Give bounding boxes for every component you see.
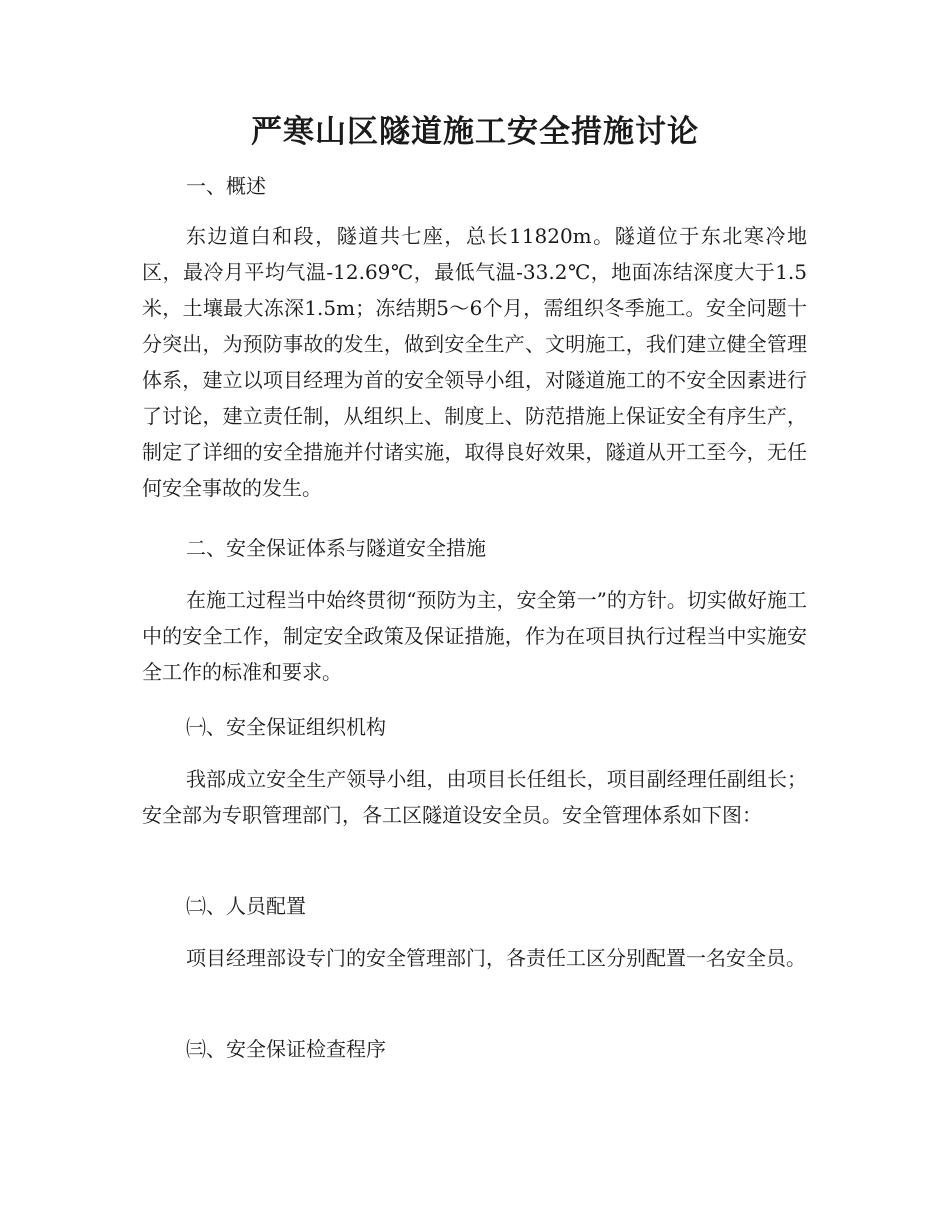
subsection-heading-inspection: ㈢、安全保证检查程序 <box>186 1037 386 1061</box>
paragraph-safety-policy: 在施工过程当中始终贯彻“预防为主，安全第一”的方针。切实做好施工中的安全工作，制定安全政策及保证措施，作为在项目执行过程当中实施安全工作的标准和要求。 <box>142 588 807 684</box>
document-title: 严寒山区隧道施工安全措施讨论 <box>251 114 699 150</box>
subsection-heading-staffing: ㈡、人员配置 <box>186 894 306 918</box>
subsection-heading-organization: ㈠、安全保证组织机构 <box>186 715 386 739</box>
paragraph-overview: 东边道白和段，隧道共七座，总长11820m。隧道位于东北寒冷地区，最冷月平均气温-12.69℃，最低气温-33.2℃，地面冻结深度大于1.5米，土壤最大冻深1.5m；冻结期5～6个月，需组织冬季施工。安全问题十分突出，为预防事故的发生，做到安全生产、文明施工，我们建立健全管理体系，建立以项目经理为首的安全领导小组，对隧道施工的不安全因素进行了讨论，建立责任制，从组织上、制度上、防范措施上保证安全有序生产，制定了详细的安全措施并付诸实施，取得良好效果，隧道从开工至今，无任何安全事故的发生。 <box>142 224 807 500</box>
section-heading-safety-system: 二、安全保证体系与隧道安全措施 <box>186 536 486 560</box>
paragraph-organization: 我部成立安全生产领导小组，由项目长任组长，项目副经理任副组长；安全部为专职管理部门，各工区隧道设安全员。安全管理体系如下图： <box>142 767 807 827</box>
paragraph-staffing: 项目经理部设专门的安全管理部门，各责任工区分别配置一名安全员。 <box>186 946 806 970</box>
section-heading-overview: 一、概述 <box>186 174 266 198</box>
